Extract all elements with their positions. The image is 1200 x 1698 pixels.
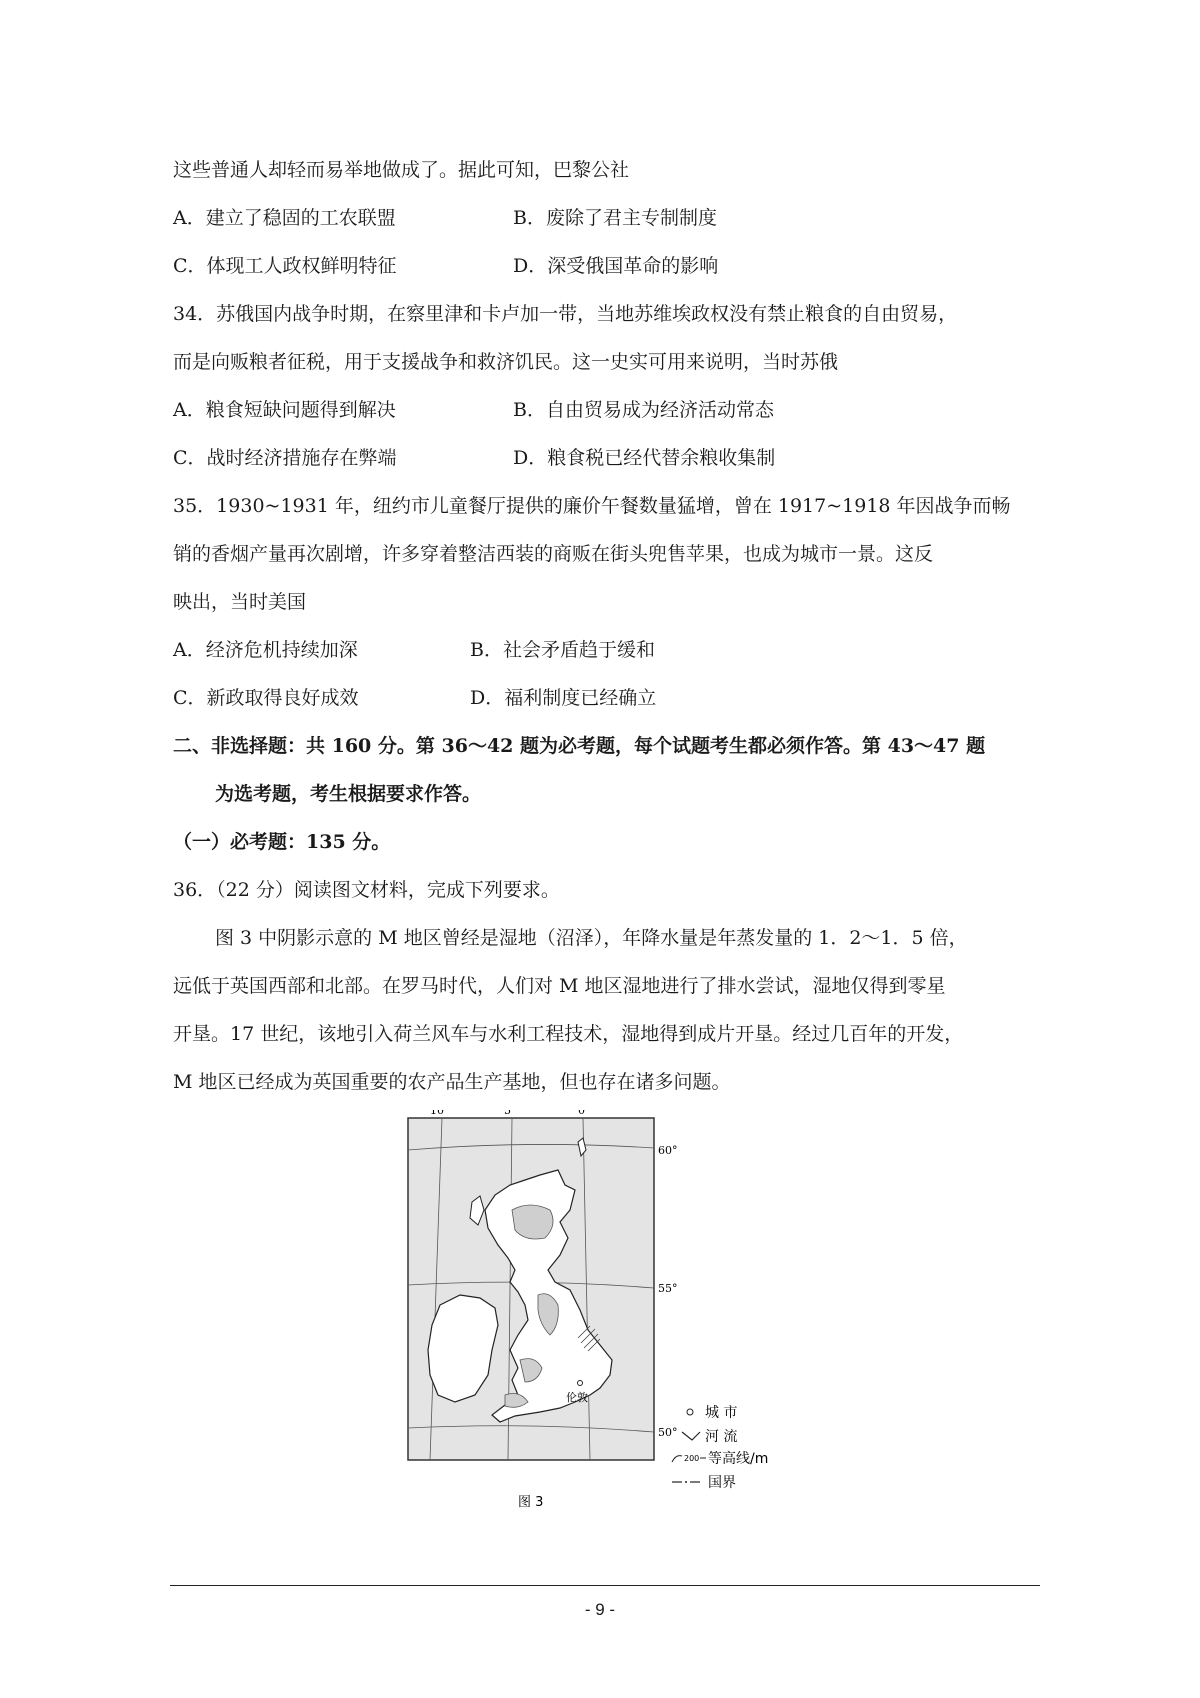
- lon-label-0: 0°: [578, 1110, 591, 1117]
- question-34-stem-line1: 34．苏俄国内战争时期，在察里津和卡卢加一带，当地苏维埃政权没有禁止粮食的自由贸易，: [173, 303, 958, 325]
- question-36-paragraph-line1: 图 3 中阴影示意的 M 地区曾经是湿地（沼泽），年降水量是年蒸发量的 1．2～1．5 倍，: [215, 927, 968, 949]
- lat-label-55n: 55°: [658, 1282, 678, 1295]
- map-legend: [672, 1405, 768, 1491]
- legend-border-label: 国界: [708, 1475, 736, 1491]
- q34-option-a: A．粮食短缺问题得到解决: [173, 399, 396, 421]
- q34-option-c: C．战时经济措施存在弊端: [173, 447, 397, 469]
- q33-option-a: A．建立了稳固的工农联盟: [173, 207, 396, 229]
- question-36-paragraph-line2: 远低于英国西部和北部。在罗马时代，人们对 M 地区湿地进行了排水尝试，湿地仅得到零星: [173, 975, 946, 997]
- question-35-stem-line2: 销的香烟产量再次剧增，许多穿着整洁西装的商贩在街头兜售苹果，也成为城市一景。这反: [173, 543, 934, 565]
- q35-option-a: A．经济危机持续加深: [173, 639, 358, 661]
- question-34-stem-line2: 而是向贩粮者征税，用于支援战争和救济饥民。这一史实可用来说明，当时苏俄: [173, 351, 839, 373]
- legend-contour-label: 等高线/m: [708, 1451, 769, 1467]
- footer-rule: [170, 1585, 1040, 1586]
- legend-city-label: 城 市: [705, 1405, 738, 1421]
- page-number: - 9 -: [584, 1600, 616, 1619]
- question-35-stem-line3: 映出，当时美国: [173, 591, 307, 613]
- uk-map: [400, 1110, 820, 1510]
- legend-river-label: 河 流: [705, 1429, 738, 1445]
- lat-label-50n: 50°: [658, 1426, 678, 1439]
- section-2-heading-line2: 为选考题，考生根据要求作答。: [215, 783, 482, 805]
- q33-option-c: C．体现工人政权鲜明特征: [173, 255, 397, 277]
- section-2-sub-heading: （一）必考题：135 分。: [173, 831, 391, 853]
- q33-option-d: D．深受俄国革命的影响: [513, 255, 719, 277]
- question-36-paragraph-line3: 开垦。17 世纪，该地引入荷兰风车与水利工程技术，湿地得到成片开垦。经过几百年的开发，: [173, 1023, 964, 1045]
- question-35-stem-line1: 35．1930~1931 年，纽约市儿童餐厅提供的廉价午餐数量猛增，曾在 1917~1918 年因战争而畅: [173, 495, 1011, 517]
- london-marker: [578, 1381, 583, 1386]
- q33-option-b: B．废除了君主专制制度: [513, 207, 717, 229]
- question-36-paragraph-line4: M 地区已经成为英国重要的农产品生产基地，但也存在诸多问题。: [173, 1071, 731, 1093]
- figure-caption: 图 3: [518, 1495, 544, 1510]
- q34-option-b: B．自由贸易成为经济活动常态: [513, 399, 774, 421]
- q35-option-b: B．社会矛盾趋于缓和: [470, 639, 655, 661]
- contour-icon: [672, 1456, 682, 1462]
- question-33-continuation: 这些普通人却轻而易举地做成了。据此可知，巴黎公社: [173, 159, 630, 181]
- lon-label-10w: 10°: [430, 1110, 450, 1117]
- city-icon: [687, 1409, 693, 1415]
- lon-label-5w: 5°: [504, 1110, 517, 1117]
- legend-contour-value: 200: [684, 1454, 700, 1463]
- q35-option-c: C．新政取得良好成效: [173, 687, 359, 709]
- london-label: 伦敦: [566, 1391, 588, 1404]
- q34-option-d: D．粮食税已经代替余粮收集制: [513, 447, 776, 469]
- section-2-heading-line1: 二、非选择题：共 160 分。第 36～42 题为必考题，每个试题考生都必须作答。第 43～47 题: [173, 735, 986, 757]
- question-36-intro: 36．（22 分）阅读图文材料，完成下列要求。: [173, 879, 560, 901]
- lat-label-60n: 60°: [658, 1144, 678, 1157]
- figure-3: [400, 1110, 820, 1510]
- river-icon: [682, 1432, 700, 1440]
- q35-option-d: D．福利制度已经确立: [470, 687, 657, 709]
